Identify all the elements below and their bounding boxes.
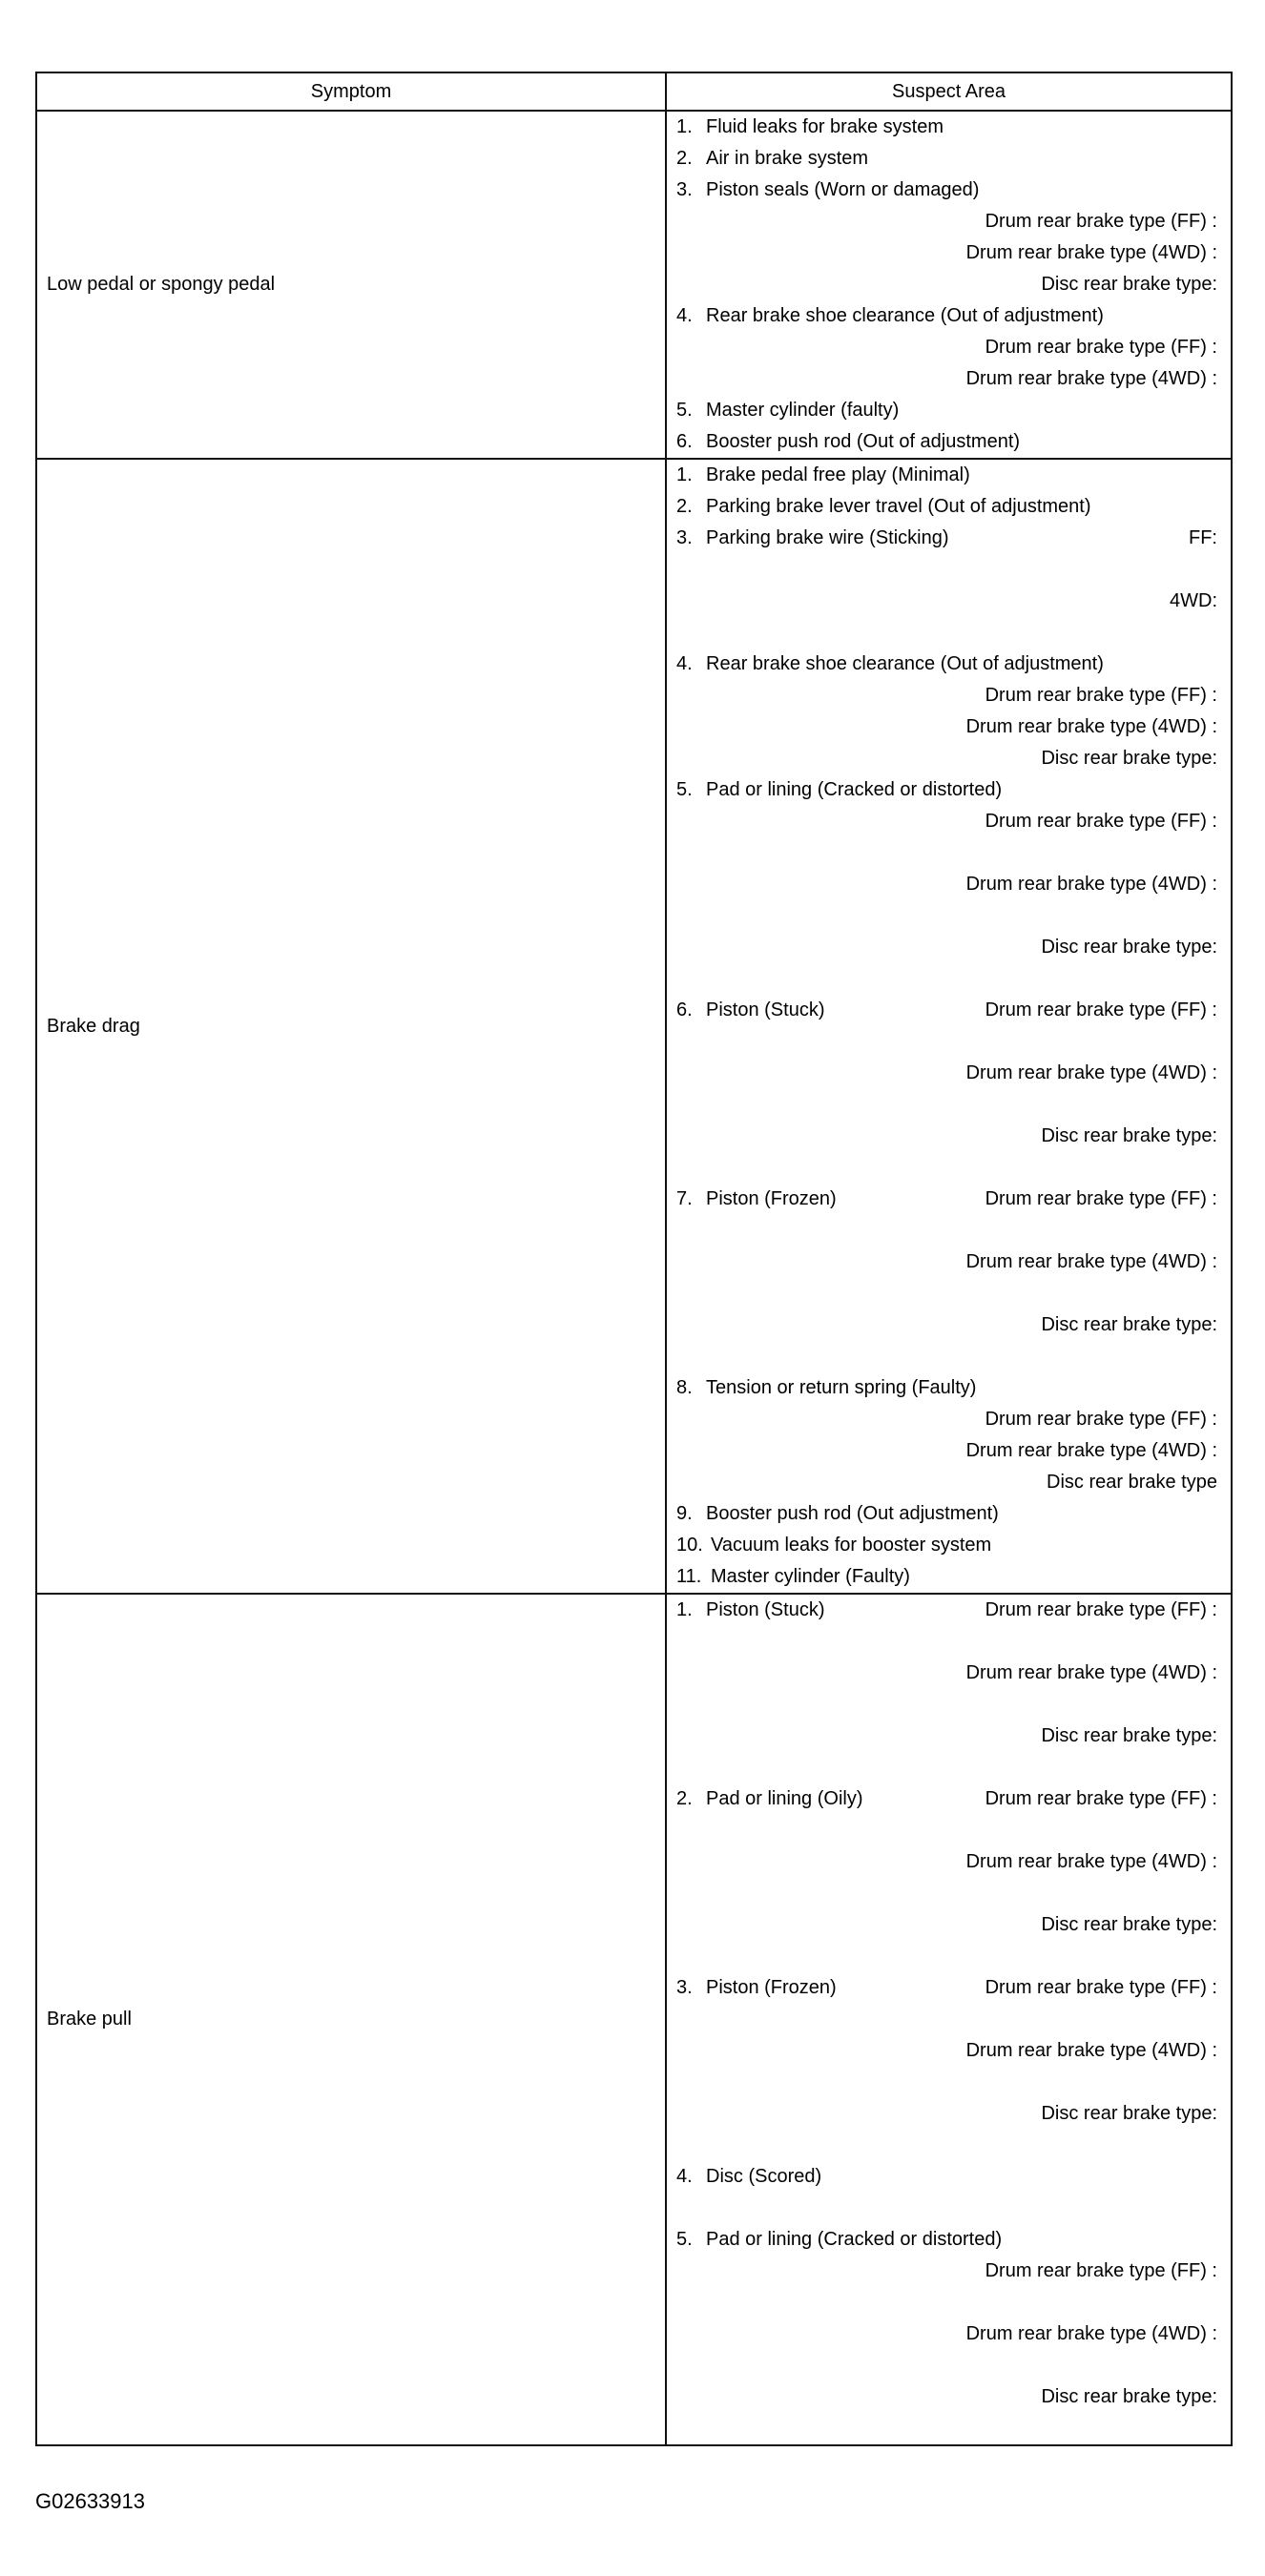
item-text: Pad or lining (Cracked or distorted) [706,779,1003,800]
suspect-item [676,743,1217,774]
item-text: Brake pedal free play (Minimal) [706,464,970,485]
suspect-item [676,1561,1217,1593]
line-spacer [676,1089,1217,1121]
item-number: 2. [676,1788,693,1809]
suspect-item [676,2035,1217,2067]
suspect-item [676,1435,1217,1467]
line-spacer [676,1278,1217,1309]
brake-type-label: Disc rear brake type: [1041,2103,1217,2124]
brake-type-label: Disc rear brake type: [1041,937,1217,958]
line-spacer [676,1626,1217,1658]
brake-type-label: Drum rear brake type (4WD) : [965,368,1217,389]
suspect-item [676,363,1217,395]
item-text: Booster push rod (Out adjustment) [706,1503,999,1524]
suspect-item [676,1595,1217,1626]
item-number: 5. [676,2229,693,2250]
line-spacer [676,2130,1217,2161]
symptom-cell: Brake drag [36,459,666,1594]
item-text: Air in brake system [706,148,869,169]
suspect-item [676,1530,1217,1561]
diagnosis-table [35,72,1233,2446]
suspect-item [676,1783,1217,1815]
item-text: Disc (Scored) [706,2166,822,2187]
suspect-item [676,237,1217,269]
item-text: Parking brake lever travel (Out of adjustment) [706,496,1091,517]
line-spacer [676,1752,1217,1783]
item-text: Rear brake shoe clearance (Out of adjustment) [706,653,1104,674]
suspect-item [676,2098,1217,2130]
brake-type-label: Drum rear brake type (4WD) : [965,1662,1217,1683]
brake-type-label: Disc rear brake type: [1041,1125,1217,1146]
suspect-item [676,300,1217,332]
item-text: Vacuum leaks for booster system [711,1535,992,1556]
line-spacer [676,2193,1217,2224]
line-spacer [676,2350,1217,2381]
suspect-item [676,932,1217,963]
line-spacer [676,2413,1217,2444]
brake-type-label: Drum rear brake type (FF) : [985,1788,1217,1809]
item-number: 3. [676,527,693,548]
line-spacer [676,963,1217,995]
brake-type-label: Drum rear brake type (4WD) : [965,716,1217,737]
suspect-item [676,1972,1217,2004]
suspect-item [676,1909,1217,1941]
suspect-item [676,711,1217,743]
line-spacer [676,617,1217,649]
line-spacer [676,837,1217,869]
table-header-row [36,72,1232,111]
line-spacer [676,1215,1217,1247]
brake-type-label: Disc rear brake type: [1041,1914,1217,1935]
suspect-item [676,1498,1217,1530]
item-number: 5. [676,779,693,800]
header-symptom: Symptom [36,72,666,111]
suspect-item [676,2381,1217,2413]
line-spacer [676,900,1217,932]
item-number: 1. [676,116,693,137]
item-number: 8. [676,1377,693,1398]
header-suspect-area: Suspect Area [666,72,1232,111]
line-spacer [676,1341,1217,1372]
suspect-item [676,1184,1217,1215]
suspect-item [676,269,1217,300]
brake-type-label: FF: [1189,527,1217,548]
item-text: Pad or lining (Cracked or distorted) [706,2229,1003,2250]
item-number: 4. [676,2166,693,2187]
symptom-cell: Low pedal or spongy pedal [36,111,666,459]
item-number: 1. [676,1599,693,1620]
item-number: 4. [676,653,693,674]
suspect-item [676,112,1217,143]
brake-type-label: Drum rear brake type (FF) : [985,1409,1217,1430]
brake-type-label: Drum rear brake type (4WD) : [965,2323,1217,2344]
suspect-item [676,175,1217,206]
suspect-item [676,143,1217,175]
brake-type-label: Drum rear brake type (FF) : [985,999,1217,1020]
brake-type-label: Drum rear brake type (4WD) : [965,2040,1217,2061]
item-text: Piston (Stuck) [706,1599,825,1620]
suspect-area-cell [666,111,1232,459]
line-spacer [676,1878,1217,1909]
brake-type-label: Drum rear brake type (4WD) : [965,242,1217,263]
item-number: 3. [676,1977,693,1998]
item-text: Piston (Frozen) [706,1188,837,1209]
brake-type-label: Drum rear brake type (FF) : [985,1977,1217,1998]
suspect-item [676,1121,1217,1152]
item-text: Fluid leaks for brake system [706,116,944,137]
brake-type-label: Drum rear brake type (4WD) : [965,1251,1217,1272]
item-text: Master cylinder (faulty) [706,400,900,421]
line-spacer [676,2004,1217,2035]
brake-type-label: Drum rear brake type (4WD) : [965,1062,1217,1083]
suspect-item [676,1372,1217,1404]
table-row [36,459,1232,1594]
suspect-item [676,2256,1217,2287]
suspect-item [676,774,1217,806]
item-number: 5. [676,400,693,421]
item-number: 7. [676,1188,693,1209]
symptom-cell: Brake pull [36,1594,666,2445]
item-number: 9. [676,1503,693,1524]
suspect-item [676,2224,1217,2256]
line-spacer [676,1815,1217,1846]
suspect-item [676,1309,1217,1341]
line-spacer [676,2067,1217,2098]
item-text: Piston (Frozen) [706,1977,837,1998]
brake-type-label: Drum rear brake type (FF) : [985,2260,1217,2281]
suspect-item [676,523,1217,554]
brake-type-label: Drum rear brake type (FF) : [985,211,1217,232]
item-number: 2. [676,496,693,517]
suspect-item [676,1467,1217,1498]
line-spacer [676,554,1217,586]
item-text: Piston seals (Worn or damaged) [706,179,980,200]
brake-type-label: Drum rear brake type (4WD) : [965,1440,1217,1461]
suspect-item [676,869,1217,900]
suspect-item [676,1658,1217,1689]
suspect-item [676,1247,1217,1278]
brake-type-label: Drum rear brake type (FF) : [985,337,1217,358]
item-number: 11. [676,1566,702,1587]
brake-type-label: Drum rear brake type (4WD) : [965,874,1217,895]
suspect-item [676,426,1217,458]
line-spacer [676,2287,1217,2318]
item-text: Tension or return spring (Faulty) [706,1377,977,1398]
item-text: Piston (Stuck) [706,999,825,1020]
brake-type-label: Disc rear brake type [1047,1472,1217,1493]
item-number: 2. [676,148,693,169]
suspect-item [676,2161,1217,2193]
suspect-item [676,206,1217,237]
item-text: Booster push rod (Out of adjustment) [706,431,1021,452]
brake-type-label: Drum rear brake type (4WD) : [965,1851,1217,1872]
item-number: 6. [676,431,693,452]
brake-type-label: Disc rear brake type: [1041,1725,1217,1746]
suspect-item [676,491,1217,523]
brake-type-label: Drum rear brake type (FF) : [985,1188,1217,1209]
item-number: 1. [676,464,693,485]
brake-type-label: Disc rear brake type: [1041,2386,1217,2407]
suspect-item [676,680,1217,711]
item-number: 6. [676,999,693,1020]
suspect-item [676,1404,1217,1435]
line-spacer [676,1941,1217,1972]
suspect-item [676,460,1217,491]
suspect-item [676,995,1217,1026]
suspect-item [676,1721,1217,1752]
line-spacer [676,1689,1217,1721]
brake-type-label: 4WD: [1170,590,1217,611]
brake-type-label: Disc rear brake type: [1041,748,1217,769]
brake-type-label: Drum rear brake type (FF) : [985,685,1217,706]
figure-id: G02633913 [35,2489,145,2513]
suspect-item [676,1058,1217,1089]
brake-type-label: Disc rear brake type: [1041,274,1217,295]
suspect-item [676,586,1217,617]
line-spacer [676,1152,1217,1184]
item-text: Rear brake shoe clearance (Out of adjustment) [706,305,1104,326]
suspect-item [676,332,1217,363]
item-text: Parking brake wire (Sticking) [706,527,949,548]
item-number: 3. [676,179,693,200]
brake-type-label: Disc rear brake type: [1041,1314,1217,1335]
line-spacer [676,1026,1217,1058]
brake-type-label: Drum rear brake type (FF) : [985,811,1217,832]
item-text: Master cylinder (Faulty) [711,1566,910,1587]
suspect-area-cell [666,459,1232,1594]
suspect-item [676,806,1217,837]
item-number: 4. [676,305,693,326]
suspect-item [676,1846,1217,1878]
suspect-item [676,649,1217,680]
item-text: Pad or lining (Oily) [706,1788,863,1809]
suspect-item [676,2318,1217,2350]
item-number: 10. [676,1535,703,1556]
table-row [36,111,1232,459]
suspect-area-cell [666,1594,1232,2445]
brake-type-label: Drum rear brake type (FF) : [985,1599,1217,1620]
table-row [36,1594,1232,2445]
suspect-item [676,395,1217,426]
